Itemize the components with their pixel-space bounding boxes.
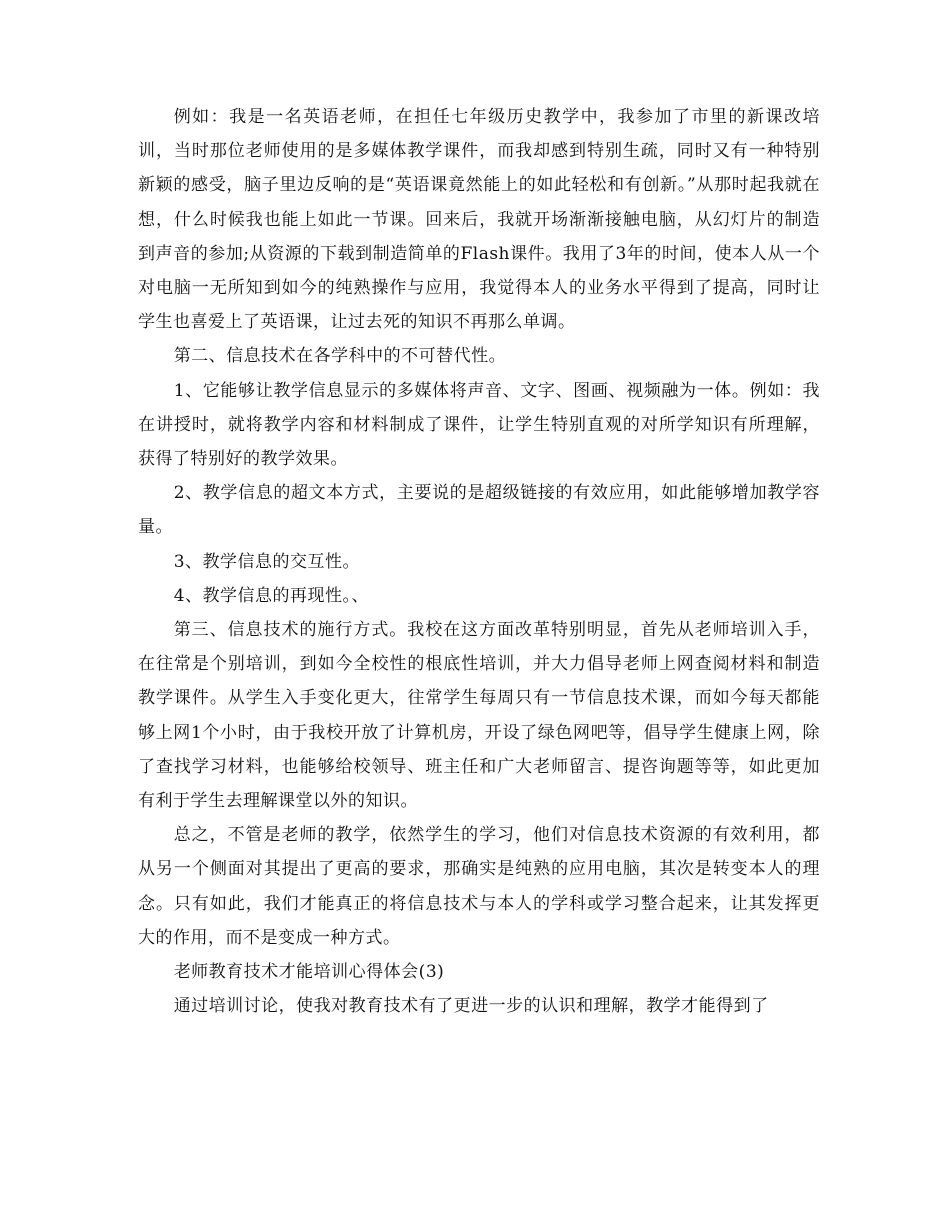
paragraph-section-two: 第二、信息技术在各学科中的不可替代性。 [173,346,507,367]
section-heading: 老师教育技术才能培训心得体会(3) [173,962,445,983]
paragraph-point-4: 4、教学信息的再现性。、 [173,585,370,606]
paragraph-point-2: 2、教学信息的超文本方式，主要说的是超级链接的有效应用，如此能够增加教学容量。 [138,483,820,538]
paragraph-point-1: 1、它能够让教学信息显示的多媒体将声音、文字、图画、视频融为一体。例如：我在讲授时，就将教学内容和材料制成了课件，让学生特别直观的对所学知识有所理解，获得了特别好的教学效果。 [138,380,820,470]
paragraph-example: 例如：我是一名英语老师，在担任七年级历史教学中，我参加了市里的新课改培训，当时那位老师使用的是多媒体教学课件，而我却感到特别生疏，同时又有一种特别新颖的感受，脑子里边反响的是“英语课竟然能上的如此轻松和有创新。”从那时起我就在想，什么时候我也能上如此一节课。回来后，我就开场渐渐接触电脑，从幻灯片的制造到声音的参加;从资源的下载到制造简单的Flash课件。我用了3年的时间，使本人从一个对电脑一无所知到如今的纯熟操作与应用，我觉得本人的业务水平得到了提高，同时让学生也喜爱上了英语课，让过去死的知识不再那么单调。 [138,107,820,333]
paragraph-point-3: 3、教学信息的交互性。 [173,551,361,572]
paragraph-section-three: 第三、信息技术的施行方式。我校在这方面改革特别明显，首先从老师培训入手，在往常是个别培训，到如今全校性的根底性培训，并大力倡导老师上网查阅材料和制造教学课件。从学生入手变化更大，往常学生每周只有一节信息技术课，而如今每天都能够上网1个小时，由于我校开放了计算机房，开设了绿色网吧等，倡导学生健康上网，除了查找学习材料，也能够给校领导、班主任和广大老师留言、提咨询题等等，如此更加有利于学生去理解课堂以外的知识。 [138,620,820,812]
paragraph-closing: 通过培训讨论，使我对教育技术有了更进一步的认识和理解，教学才能得到了 [173,996,769,1017]
paragraph-conclusion: 总之，不管是老师的教学，依然学生的学习，他们对信息技术资源的有效利用，都从另一个侧面对其提出了更高的要求，那确实是纯熟的应用电脑，其次是转变本人的理念。只有如此，我们才能真正的将信息技术与本人的学科或学习整合起来，让其发挥更大的作用，而不是变成一种方式。 [138,825,820,948]
